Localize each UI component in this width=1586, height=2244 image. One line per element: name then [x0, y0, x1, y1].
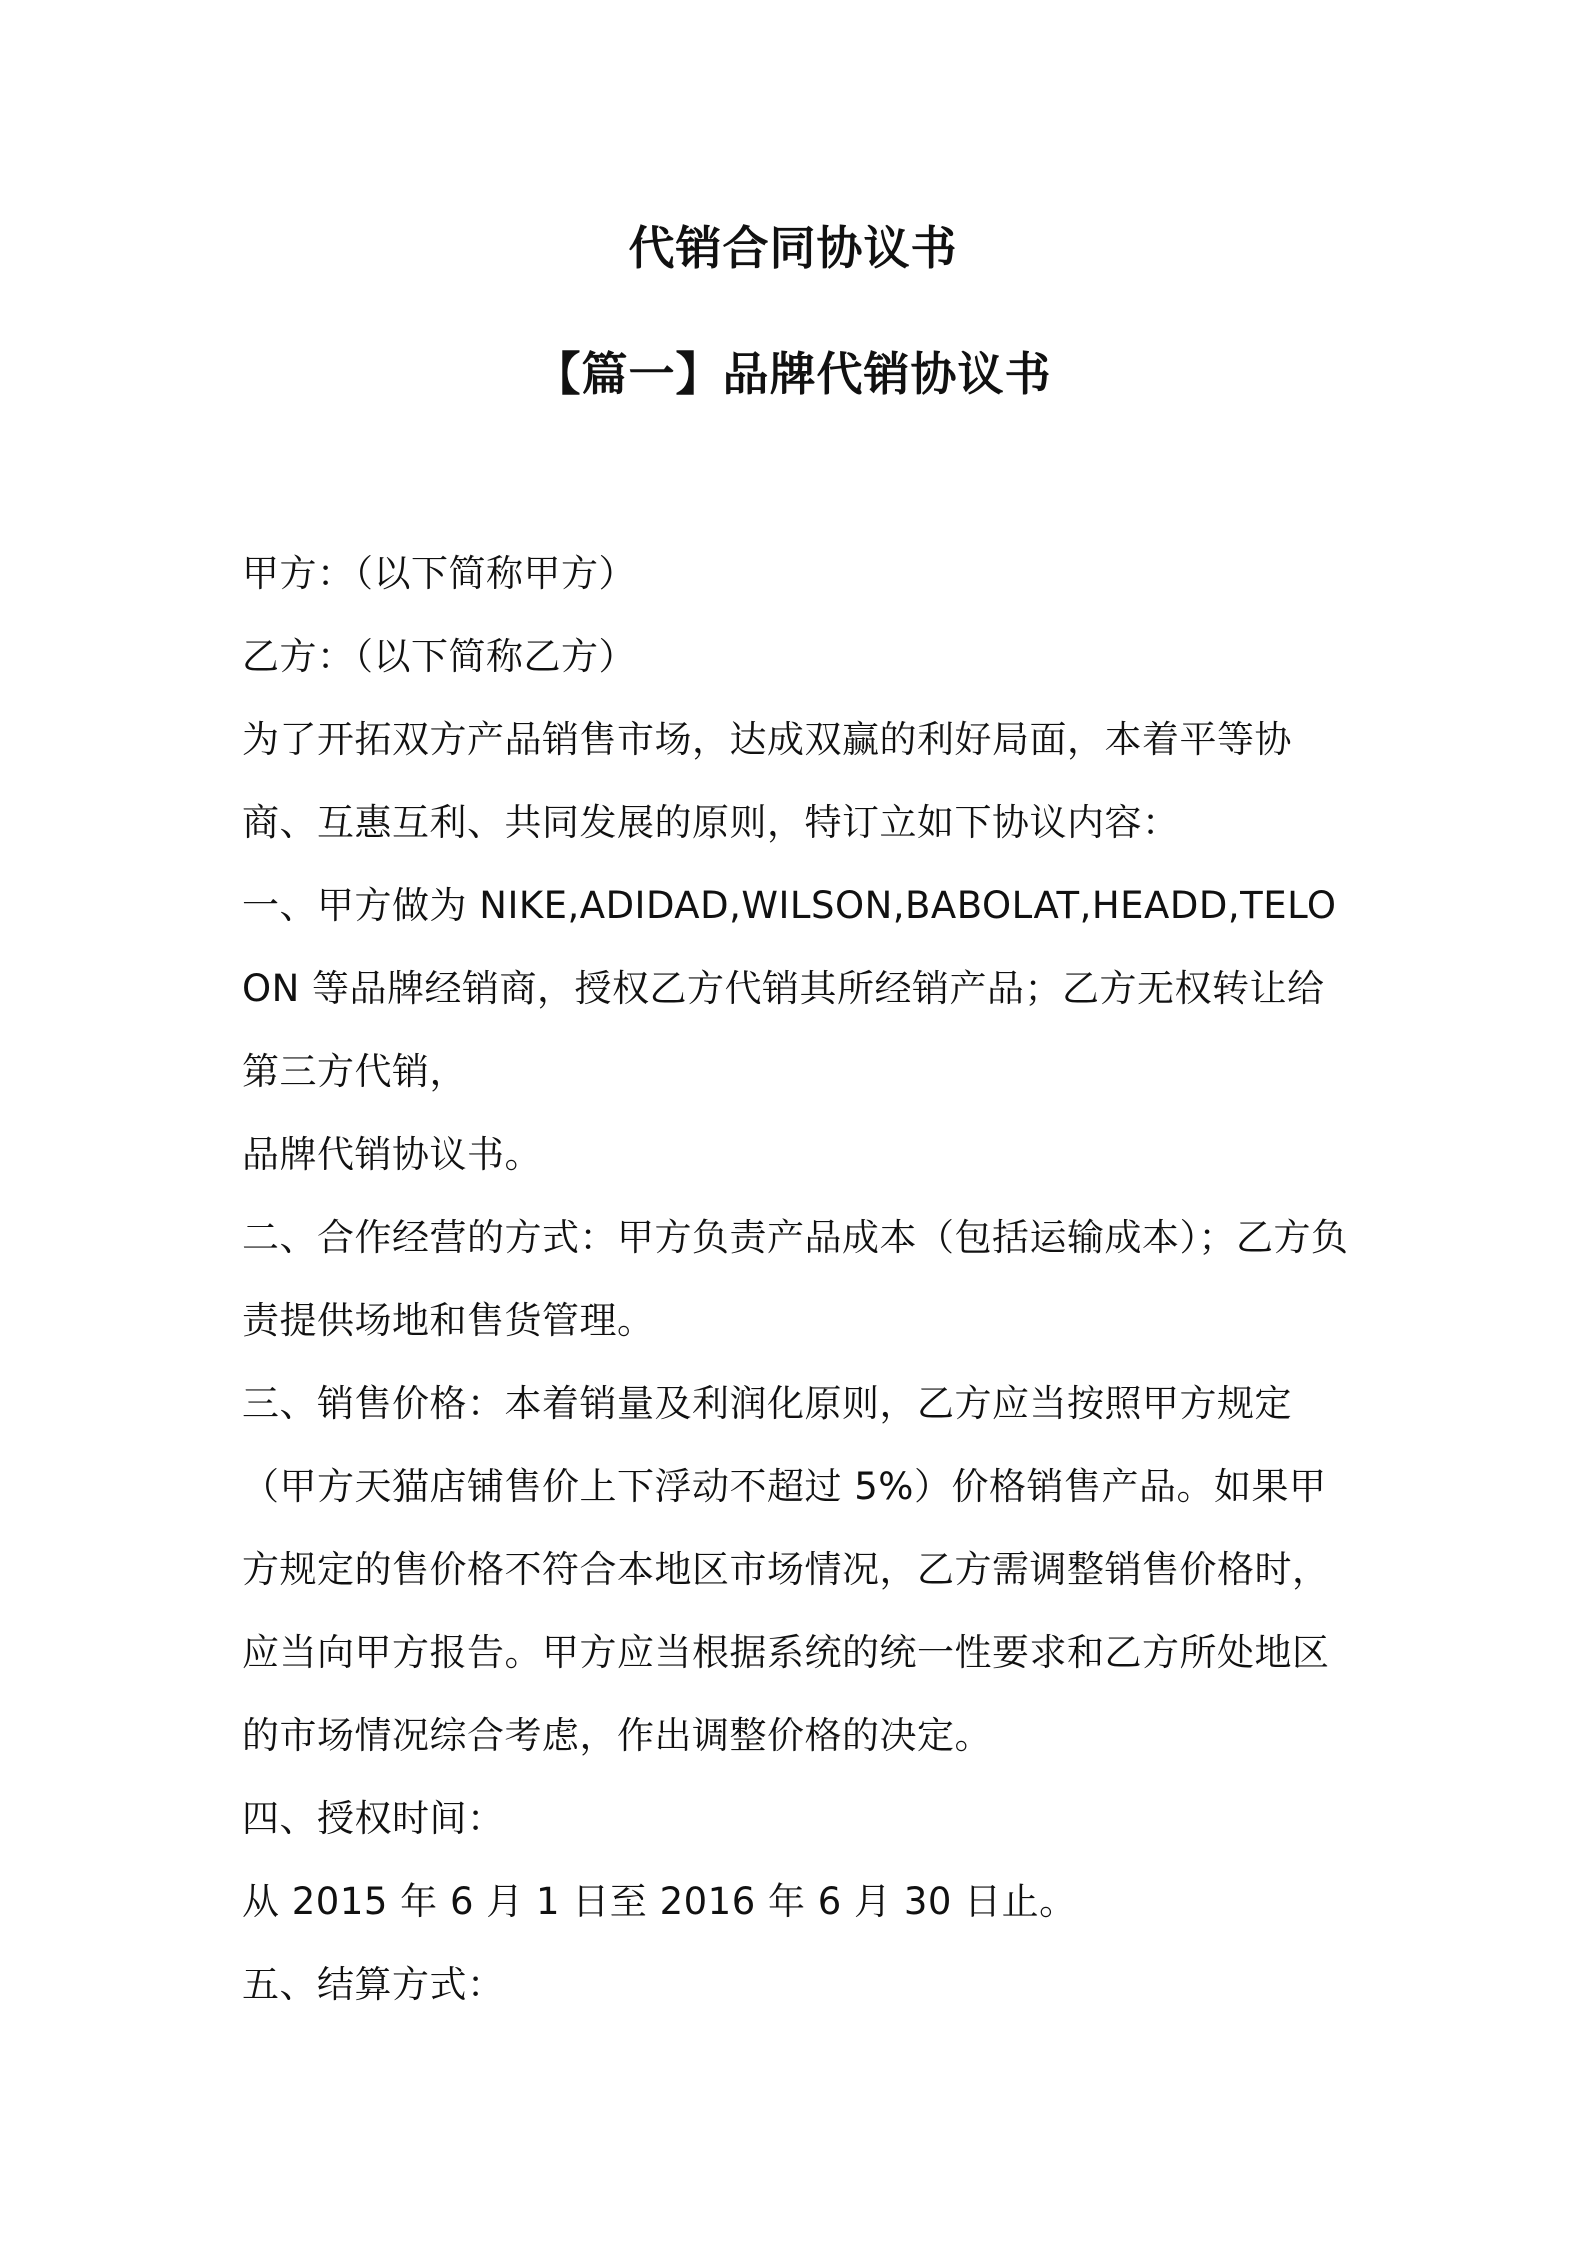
paragraph-clause-1-note: 品牌代销协议书。 — [242, 1133, 542, 1176]
paragraph-party-b: 乙方：（以下简称乙方） — [242, 635, 636, 678]
document-body — [242, 532, 1362, 2026]
paragraph-clause-2: 二、合作经营的方式：甲方负责产品成本（包括运输成本）；乙方负责提供场地和售货管理。 — [242, 1216, 1349, 1342]
paragraph-clause-4-period: 从 2015 年 6 月 1 日至 2016 年 6 月 30 日止。 — [242, 1880, 1077, 1923]
paragraph-clause-3: 三、销售价格：本着销量及利润化原则，乙方应当按照甲方规定（甲方天猫店铺售价上下浮动不超过 5%）价格销售产品。如果甲方规定的售价格不符合本地区市场情况，乙方需调整销售价格时，应当向甲方报告。甲方应当根据系统的统一性要求和乙方所处地区的市场情况综合考虑，作出调整价格的决定。 — [242, 1382, 1330, 1757]
document-subtitle: 【篇一】品牌代销协议书 — [534, 347, 1052, 401]
paragraph-clause-1: 一、甲方做为 NIKE,ADIDAD,WILSON,BABOLAT,HEADD,TELOON 等品牌经销商，授权乙方代销其所经销产品；乙方无权转让给第三方代销， — [242, 884, 1337, 1093]
document-title: 代销合同协议书 — [628, 221, 958, 275]
paragraph-clause-5: 五、结算方式： — [242, 1963, 505, 2006]
paragraph-clause-4: 四、授权时间： — [242, 1797, 505, 1840]
paragraph-preamble: 为了开拓双方产品销售市场，达成双赢的利好局面，本着平等协商、互惠互利、共同发展的原则，特订立如下协议内容： — [242, 718, 1292, 844]
paragraph-party-a: 甲方：（以下简称甲方） — [242, 552, 636, 595]
